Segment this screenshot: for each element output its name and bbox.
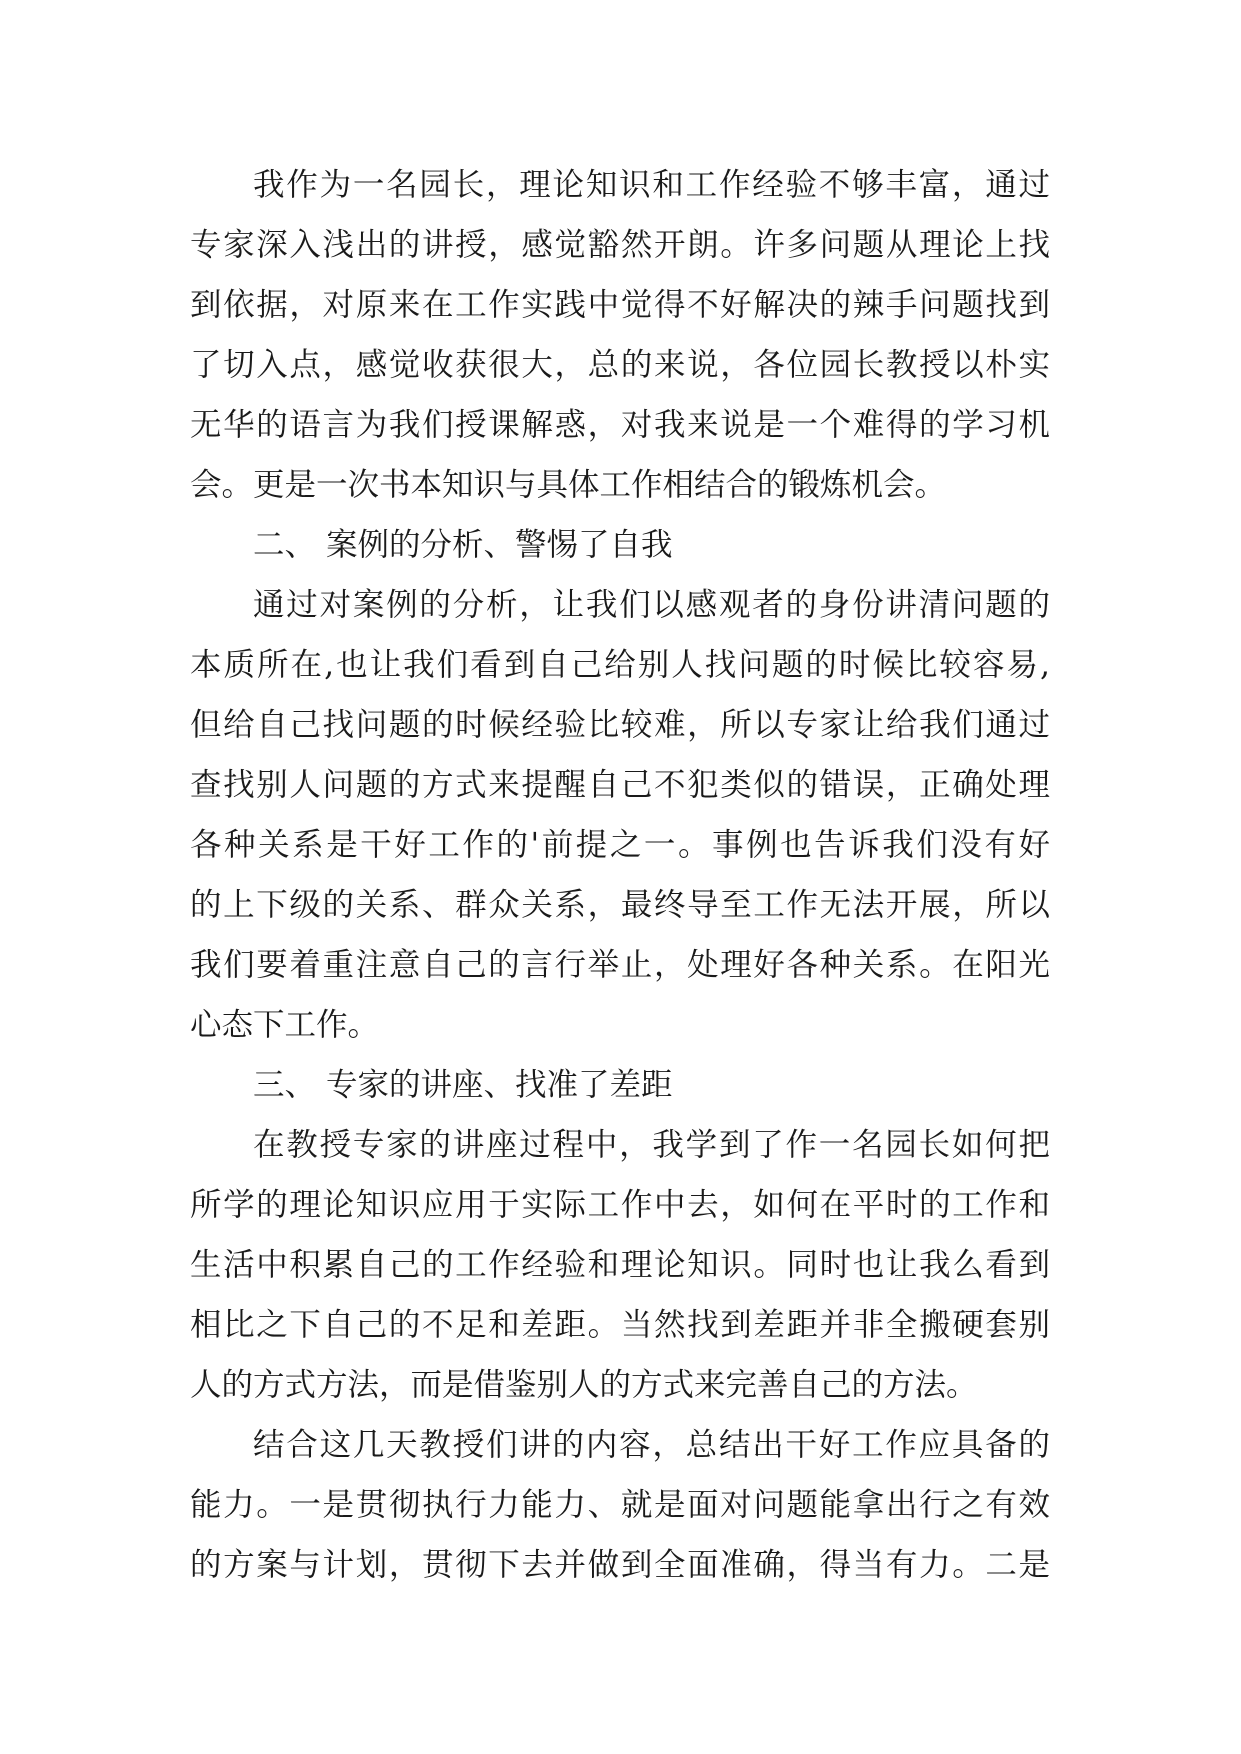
text-line: 各种关系是干好工作的'前提之一。事例也告诉我们没有好 [190, 827, 1050, 863]
text-line: 了切入点，感觉收获很大，总的来说，各位园长教授以朴实 [190, 347, 1050, 383]
text-line: 心态下工作。 [190, 1007, 380, 1043]
section-heading [190, 515, 1050, 575]
text-line: 但给自己找问题的时候经验比较难，所以专家让给我们通过 [190, 707, 1050, 743]
text-line: 我作为一名园长，理论知识和工作经验不够丰富，通过 [253, 167, 1050, 203]
text-line: 到依据，对原来在工作实践中觉得不好解决的辣手问题找到 [190, 287, 1050, 323]
paragraph [190, 155, 1050, 515]
text-line: 专家深入浅出的讲授，感觉豁然开朗。许多问题从理论上找 [190, 227, 1050, 263]
paragraph [190, 575, 1050, 1055]
text-line: 查找别人问题的方式来提醒自己不犯类似的错误，正确处理 [190, 767, 1050, 803]
text-line: 结合这几天教授们讲的内容，总结出干好工作应具备的 [253, 1427, 1050, 1463]
paragraph [190, 1115, 1050, 1415]
text-line: 无华的语言为我们授课解惑，对我来说是一个难得的学习机 [190, 407, 1050, 443]
text-line: 会。更是一次书本知识与具体工作相结合的锻炼机会。 [190, 467, 947, 503]
text-line: 能力。一是贯彻执行力能力、就是面对问题能拿出行之有效 [190, 1487, 1050, 1523]
text-line: 生活中积累自己的工作经验和理论知识。同时也让我么看到 [190, 1247, 1050, 1283]
text-line: 人的方式方法，而是借鉴别人的方式来完善自己的方法。 [190, 1367, 978, 1403]
text-line: 通过对案例的分析，让我们以感观者的身份讲清问题的 [253, 587, 1050, 623]
text-line: 本质所在,也让我们看到自己给别人找问题的时候比较容易, [190, 647, 1050, 683]
text-line: 所学的理论知识应用于实际工作中去，如何在平时的工作和 [190, 1187, 1050, 1223]
heading-line: 二、 案例的分析、警惕了自我 [253, 527, 673, 563]
text-line: 相比之下自己的不足和差距。当然找到差距并非全搬硬套别 [190, 1307, 1050, 1343]
text-line: 我们要着重注意自己的言行举止，处理好各种关系。在阳光 [190, 947, 1050, 983]
paragraph [190, 1415, 1050, 1595]
text-line: 的上下级的关系、群众关系，最终导至工作无法开展，所以 [190, 887, 1050, 923]
text-line: 在教授专家的讲座过程中，我学到了作一名园长如何把 [253, 1127, 1050, 1163]
document-body [190, 155, 1050, 1595]
text-line: 的方案与计划，贯彻下去并做到全面准确，得当有力。二是 [190, 1547, 1050, 1583]
heading-line: 三、 专家的讲座、找准了差距 [253, 1067, 673, 1103]
section-heading [190, 1055, 1050, 1115]
